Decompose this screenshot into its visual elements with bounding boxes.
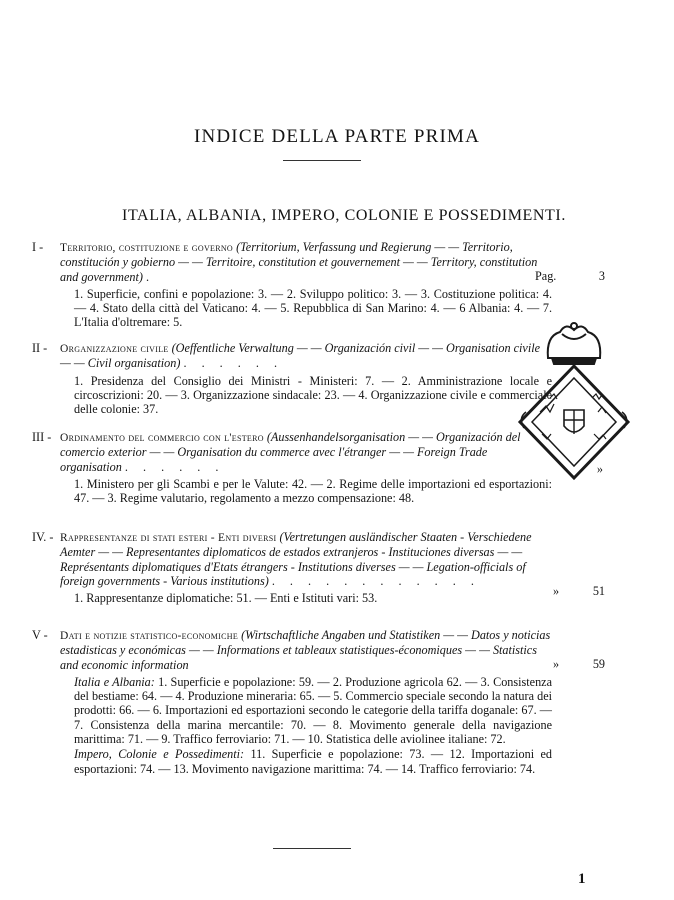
page-label: »: [553, 584, 560, 598]
entry-heading: [32, 430, 552, 474]
page-title: INDICE DELLA PARTE PRIMA: [193, 126, 481, 147]
dot-leader: . . . . . .: [183, 356, 283, 371]
entry-heading: [32, 240, 552, 284]
dot-leader: .: [145, 269, 156, 284]
page-label: »: [553, 657, 560, 671]
entry-name: Rappresentanze di stati esteri - Enti diversi: [60, 532, 277, 544]
entry-body: 1. Superficie e popolazione: 59. — 2. Produzione agricola 62. — 3. Consistenza del bestiame: 64. — 4. Produzione mineraria: 65. — 5. Commercio speciale secondo la natura dei prodotti: 66. — 6. Importazioni ed esportazioni secondo le categorie della tariffa doganale: 67. — 7. Consistenza della marina mercantile: 70. — 8. Movimento generale della navigazione marittima: 71. — 9. Traffico ferroviario: 71. — 10. Statistica delle aviolinee italiane: 72.: [74, 674, 552, 747]
entry-contents: [32, 287, 552, 330]
entry-heading: [32, 341, 552, 371]
entry-body-paragraph: [74, 675, 552, 746]
entry-number: I -: [32, 240, 44, 254]
entry-body: 1. Superficie, confini e popolazione: 3. — 2. Sviluppo politico: 3. — 3. Costituzione politica: 4. — 4. Stato della città del Vaticano: 4. — 5. Repubblica di San Marino: 4. — 6 Albania: 4. — 7. L'Italia d'oltremare: 5.: [74, 286, 552, 330]
index-entry-5: [32, 628, 552, 777]
entry-name: Territorio, costituzione e governo: [60, 242, 234, 254]
footer-rule: [273, 848, 351, 849]
entry-subheading: Italia e Albania:: [74, 674, 155, 689]
title-rule: [283, 160, 361, 161]
entry-body: 1. Ministero per gli Scambi e per le Valute: 42. — 2. Regime delle importazioni ed esportazioni: 47. — 3. Regime valutario, regolamento a mezzo compensazione: 48.: [74, 476, 552, 506]
entry-contents: [32, 675, 552, 776]
entry-number: II -: [32, 341, 48, 355]
entry-body: 1. Presidenza del Consiglio dei Ministri - Ministeri: 7. — 2. Amministrazione locale e circoscrizioni: 20. — 3. Organizzazione sindacale: 23. — 4. Organizzazione civile e commerciale delle colonie: 37.: [74, 373, 552, 417]
index-entry-4: [32, 530, 552, 606]
entry-contents: [32, 591, 552, 605]
entry-translations: (Territorium, Verfassung und Regierung — — Territorio, constitución y gobierno — — Territoire, constitution et gouvernement — — Territory, constitution and government): [60, 240, 538, 284]
index-entry-3: [32, 430, 552, 506]
entry-contents: [32, 374, 552, 417]
entry-contents: [32, 477, 552, 506]
section-subtitle: ITALIA, ALBANIA, IMPERO, COLONIE E POSSEDIMENTI.: [122, 207, 566, 224]
entry-translations: (Wirtschaftliche Angaben und Statistiken — — Datos y noticias estadisticas y económicas — — Informations et tableaux statistiques-économiques — — Statistics and economic information: [60, 628, 551, 672]
entry-name: Dati e notizie statistico-economiche: [60, 630, 239, 642]
entry-heading: [32, 530, 552, 588]
entry-translations: (Oeffentliche Verwaltung — — Organización civil — — Organisation civile — — Civil organisation): [60, 341, 541, 371]
index-entry-1: [32, 240, 552, 331]
dot-leader: . . . . . .: [124, 459, 225, 474]
entry-name: Ordinamento del commercio con l'estero: [60, 432, 264, 444]
entry-body-paragraph: [74, 747, 552, 776]
dot-leader: . . . . . . . . . . . .: [271, 573, 480, 588]
entry-translations: (Aussenhandelsorganisation — — Organización del comercio exterior — — Organisation du commerce avec l'étranger — — Foreign Trade organisation: [60, 430, 521, 474]
library-stamp-icon: [512, 318, 636, 486]
entry-translations: (Vertretungen ausländischer Staaten - Verschiedene Aemter — — Representantes diplomaticos de estados extranjeros - Instituciones diversas — — Représentants diplomatiques d'Etats étrangers - Institutions diverses — — Legation-officials of foreign governments - Various institutions): [60, 530, 532, 588]
entry-body: 11. Superficie e popolazione: 73. — 12. Importazioni ed esportazioni: 74. — 13. Movimento navigazione marittima: 74. — 14. Traffico ferroviario: 74.: [74, 747, 552, 776]
entry-number: III -: [32, 430, 52, 444]
entry-number: IV. -: [32, 530, 54, 544]
index-entry-2: [32, 341, 552, 417]
page-number: 59: [592, 657, 605, 671]
page-label: Pag.: [535, 269, 557, 283]
entry-body: 1. Rappresentanze diplomatiche: 51. — Enti e Istituti vari: 53.: [74, 591, 378, 606]
entry-number: V -: [32, 628, 48, 642]
entry-heading: [32, 628, 552, 672]
page-number: 3: [598, 269, 605, 283]
folio-number: 1: [578, 871, 586, 887]
entry-name: Organizzazione civile: [60, 343, 169, 355]
entry-subheading: Impero, Colonie e Possedimenti:: [74, 747, 245, 762]
page-number: 51: [592, 584, 605, 598]
page-label: »: [596, 462, 603, 476]
